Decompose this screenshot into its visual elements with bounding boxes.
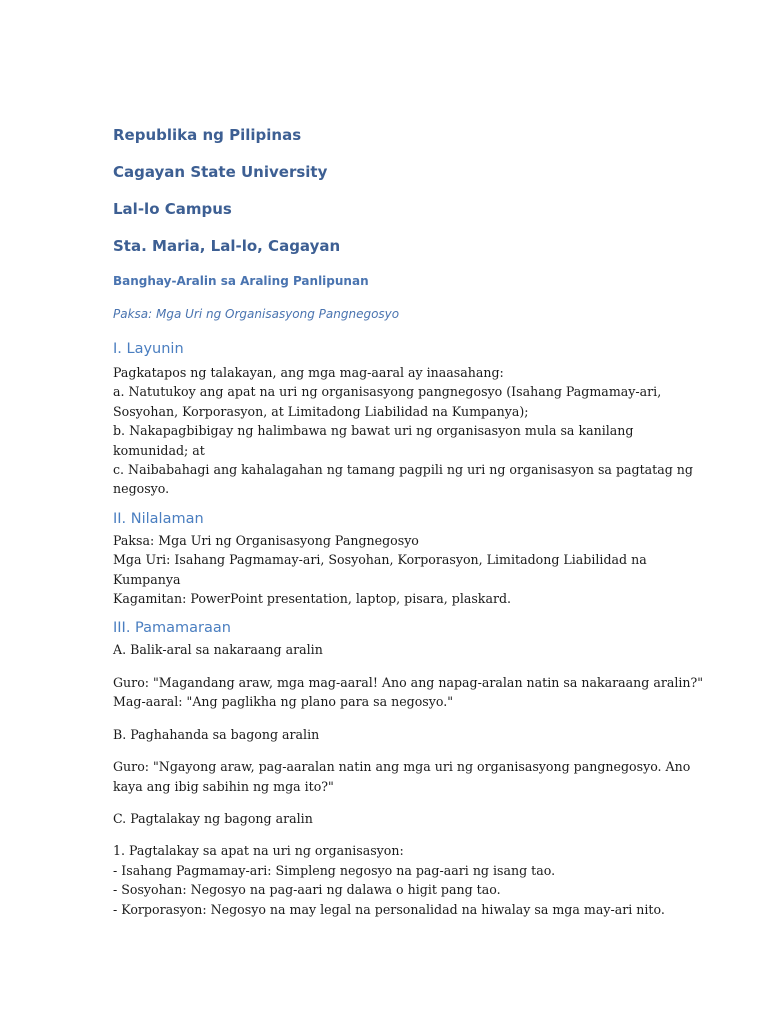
text-line: a. Natutukoy ang apat na uri ng organisasyong pangnegosyo (Isahang Pagmamay-ari,: [113, 384, 662, 400]
text-line: Kagamitan: PowerPoint presentation, laptop, pisara, plaskard.: [113, 591, 512, 607]
pagtalakay-content: [113, 841, 665, 919]
paghahanda-title: [113, 725, 653, 744]
lesson-topic: Paksa: Mga Uri ng Organisasyong Pangnegosyo: [113, 307, 400, 321]
text-line: Guro: "Ngayong araw, pag-aaralan natin ang mga uri ng organisasyong pangnegosyo. Ano: [113, 759, 691, 775]
text-line: - Sosyohan: Negosyo na pag-aari ng dalawa o higit pang tao.: [113, 882, 501, 898]
republic-heading: Republika ng Pilipinas: [113, 126, 302, 144]
nilalaman-text: [113, 531, 653, 609]
text-line: Pagkatapos ng talakayan, ang mga mag-aaral ay inaasahang:: [113, 365, 504, 380]
university-heading: Cagayan State University: [113, 163, 328, 181]
pagtalakay-title: [113, 809, 653, 828]
text-line: Mag-aaral: "Ang paglikha ng plano para sa negosyo.": [113, 694, 454, 710]
text-line: c. Naibabahagi ang kahalagahan ng tamang pagpili ng uri ng organisasyon sa pagtatag ng: [113, 462, 693, 478]
text-line: 1. Pagtalakay sa apat na uri ng organisasyon:: [113, 843, 404, 859]
layunin-text: [113, 363, 693, 499]
section-heading-layunin: I. Layunin: [113, 341, 184, 357]
text-line: komunidad; at: [113, 442, 205, 458]
text-line: kaya ang ibig sabihin ng mga ito?": [113, 778, 334, 794]
campus-heading: Lal-lo Campus: [113, 200, 232, 218]
text-line: Mga Uri: Isahang Pagmamay-ari, Sosyohan, Korporasyon, Limitadong Liabilidad na: [113, 552, 647, 568]
paghahanda-dialogue: [113, 757, 691, 796]
address-heading: Sta. Maria, Lal-lo, Cagayan: [113, 237, 341, 255]
text-line: B. Paghahanda sa bagong aralin: [113, 726, 320, 742]
section-heading-pamamaraan: III. Pamamaraan: [113, 620, 231, 637]
section-heading-nilalaman: II. Nilalaman: [113, 510, 204, 527]
text-line: Sosyohan, Korporasyon, at Limitadong Liabilidad na Kumpanya);: [113, 403, 529, 419]
lesson-plan-title: Banghay-Aralin sa Araling Panlipunan: [113, 274, 369, 288]
text-line: Kumpanya: [113, 571, 181, 587]
balik-aral-dialogue: [113, 673, 704, 712]
text-line: Guro: "Magandang araw, mga mag-aaral! Ano ang napag-aralan natin sa nakaraang aralin?": [113, 674, 704, 690]
text-line: C. Pagtalakay ng bagong aralin: [113, 810, 313, 826]
document-page: [113, 124, 704, 919]
text-line: b. Nakapagbibigay ng halimbawa ng bawat uri ng organisasyon mula sa kanilang: [113, 423, 634, 439]
text-line: - Isahang Pagmamay-ari: Simpleng negosyo na pag-aari ng isang tao.: [113, 862, 556, 878]
text-line: negosyo.: [113, 481, 170, 497]
text-line: - Korporasyon: Negosyo na may legal na personalidad na hiwalay sa mga may-ari nito.: [113, 901, 665, 917]
balik-aral-title: [113, 640, 653, 659]
text-line: A. Balik-aral sa nakaraang aralin: [113, 642, 323, 658]
text-line: Paksa: Mga Uri ng Organisasyong Pangnegosyo: [113, 532, 419, 548]
